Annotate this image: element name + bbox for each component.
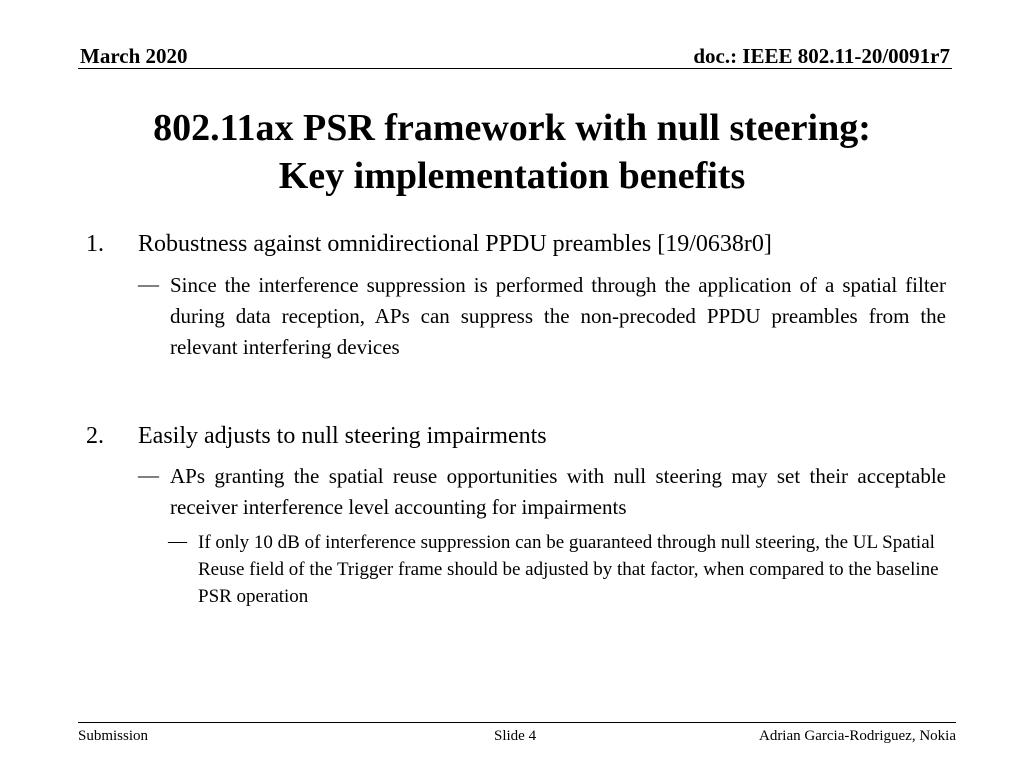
slide-title-line1: 802.11ax PSR framework with null steering: bbox=[153, 107, 871, 149]
item-2-text: Easily adjusts to null steering impairments bbox=[138, 423, 547, 449]
item-2-number: 2. bbox=[86, 423, 104, 449]
footer-slide-number: Slide 4 bbox=[494, 728, 537, 744]
header-date: March 2020 bbox=[80, 44, 188, 68]
item-2-subsub-dash: — bbox=[168, 531, 187, 552]
item-2-dash: — bbox=[138, 463, 159, 487]
footer-divider bbox=[78, 722, 956, 723]
header-doc-id: doc.: IEEE 802.11-20/0091r7 bbox=[693, 44, 950, 68]
item-2-subsubtext: If only 10 dB of interference suppression can be guaranteed through null steering, the UL Spatial Reuse field of the Trigger frame should be adjusted by that factor, when compared to the baseline PSR operation bbox=[198, 532, 939, 607]
slide-title bbox=[60, 104, 964, 200]
item-1-dash: — bbox=[138, 272, 159, 296]
item-1-text: Robustness against omnidirectional PPDU preambles [19/0638r0] bbox=[138, 231, 772, 257]
footer-submission: Submission bbox=[78, 728, 149, 744]
item-2-subtext: APs granting the spatial reuse opportunities with null steering may set their acceptable receiver interference level accounting for impairments bbox=[170, 464, 946, 519]
slide-title-line2: Key implementation benefits bbox=[278, 155, 746, 197]
footer-author: Adrian Garcia-Rodriguez, Nokia bbox=[758, 728, 956, 744]
header-divider bbox=[78, 68, 952, 69]
item-1-subtext: Since the interference suppression is performed through the application of a spatial filter during data reception, APs can suppress the non-precoded PPDU preambles from the relevant interfering devices bbox=[170, 273, 946, 359]
item-1-number: 1. bbox=[86, 231, 104, 257]
